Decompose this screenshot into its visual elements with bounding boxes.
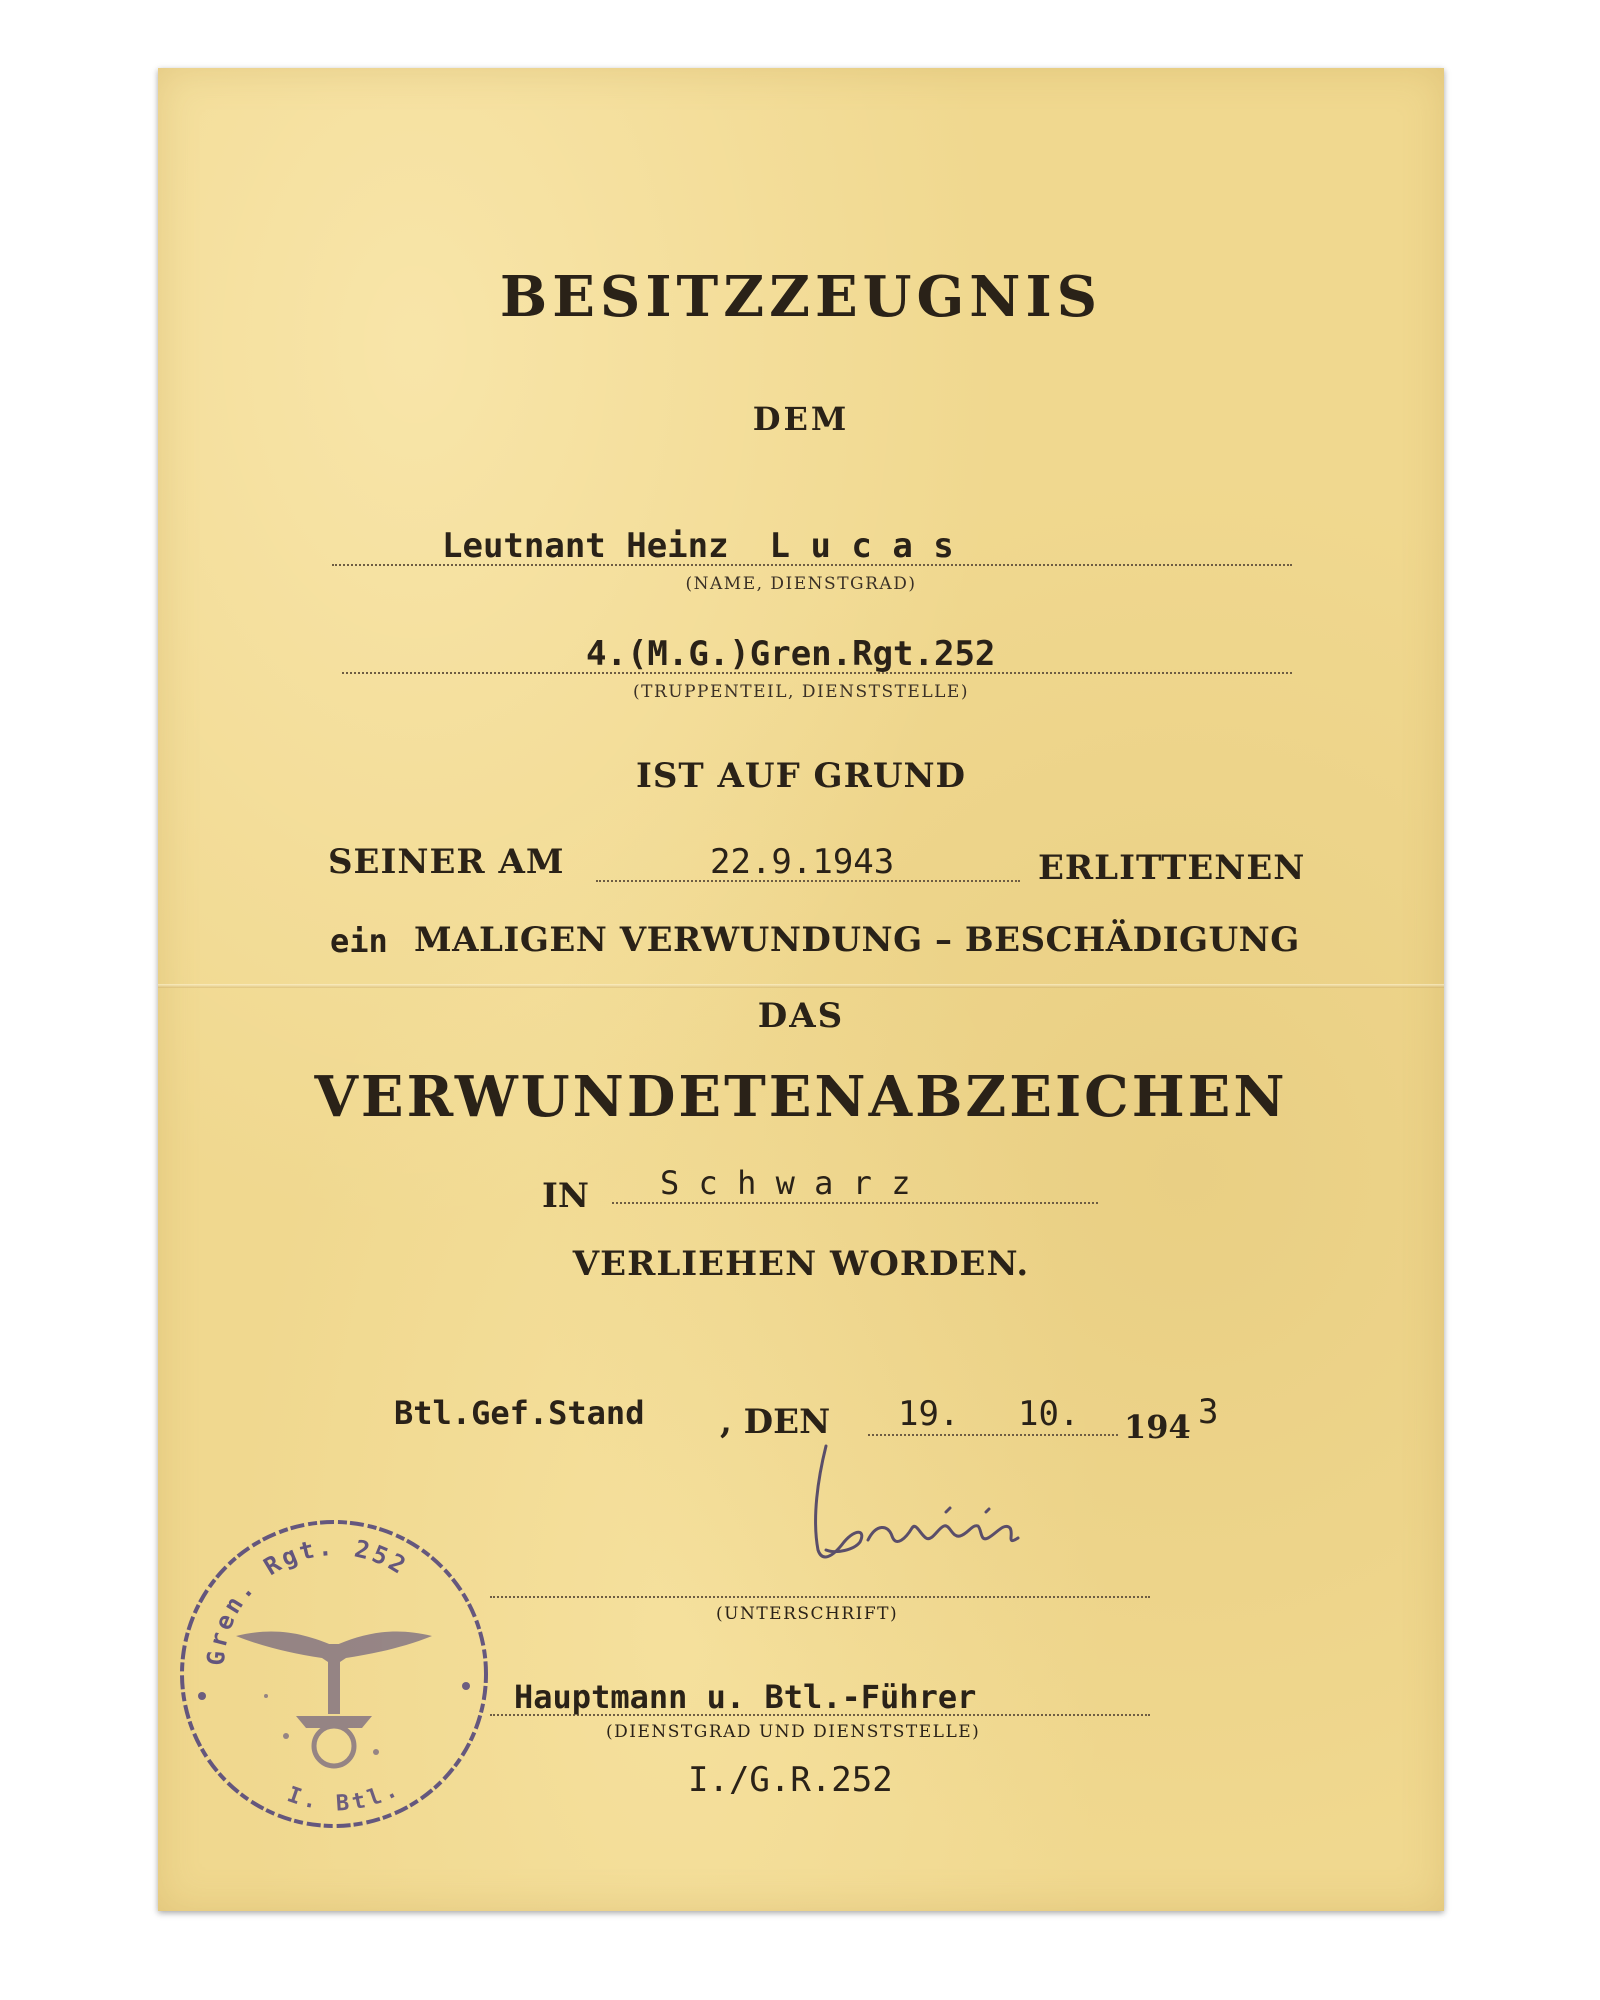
- maligen-label: MALIGEN VERWUNDUNG – BESCHÄDIGUNG: [414, 920, 1300, 960]
- wound-date: 22.9.1943: [710, 842, 895, 882]
- verliehen-label: VERLIEHEN WORDEN.: [572, 1244, 1030, 1284]
- recipient-name: Leutnant Heinz L u c a s: [442, 526, 954, 566]
- year-suffix: 3: [1198, 1392, 1219, 1432]
- das-label: DAS: [757, 996, 845, 1036]
- grade-dotted-line: [612, 1202, 1098, 1204]
- award-name: VERWUNDETENABZEICHEN: [314, 1064, 1288, 1130]
- signer-rank: Hauptmann u. Btl.-Führer: [514, 1678, 977, 1716]
- certificate-title: BESITZZEUGNIS: [499, 264, 1103, 330]
- rank-caption: (DIENSTGRAD UND DIENSTSTELLE): [606, 1722, 981, 1742]
- unit-stamp: [176, 1516, 492, 1832]
- in-label: IN: [542, 1176, 589, 1216]
- eagle-emblem-icon: [236, 1631, 432, 1766]
- unit-caption: (TRUPPENTEIL, DIENSTSTELLE): [633, 682, 969, 702]
- signature-caption: (UNTERSCHRIFT): [716, 1604, 899, 1624]
- seiner-am-label: SEINER AM: [328, 842, 565, 882]
- issue-date-dotted-line: [868, 1434, 1118, 1436]
- den-label: , DEN: [720, 1402, 831, 1442]
- place-value: Btl.Gef.Stand: [394, 1394, 645, 1432]
- stamp-text-top: Gren. Rgt. 252: [201, 1532, 413, 1667]
- issue-month: 10.: [1018, 1394, 1080, 1434]
- handwritten-signature: [796, 1438, 1046, 1578]
- erlittenen-label: ERLITTENEN: [1038, 848, 1306, 888]
- grade-value: S c h w a r z: [660, 1164, 911, 1202]
- year-prefix: 194: [1124, 1408, 1191, 1446]
- issue-day: 19.: [898, 1394, 960, 1434]
- fold-crease: [158, 984, 1444, 988]
- ein-prefix: ein: [330, 922, 388, 960]
- unit-value: 4.(M.G.)Gren.Rgt.252: [586, 634, 996, 674]
- ist-auf-grund: IST AUF GRUND: [635, 756, 967, 796]
- stamp-text-bottom: I. Btl.: [283, 1775, 406, 1817]
- certificate-sheet: [158, 68, 1444, 1911]
- name-caption: (NAME, DIENSTGRAD): [685, 574, 917, 594]
- signature-dotted-line: [490, 1596, 1150, 1598]
- dem-label: DEM: [752, 400, 850, 438]
- signer-unit: I./G.R.252: [688, 1760, 893, 1800]
- svg-text:I. Btl.: [284, 1776, 405, 1817]
